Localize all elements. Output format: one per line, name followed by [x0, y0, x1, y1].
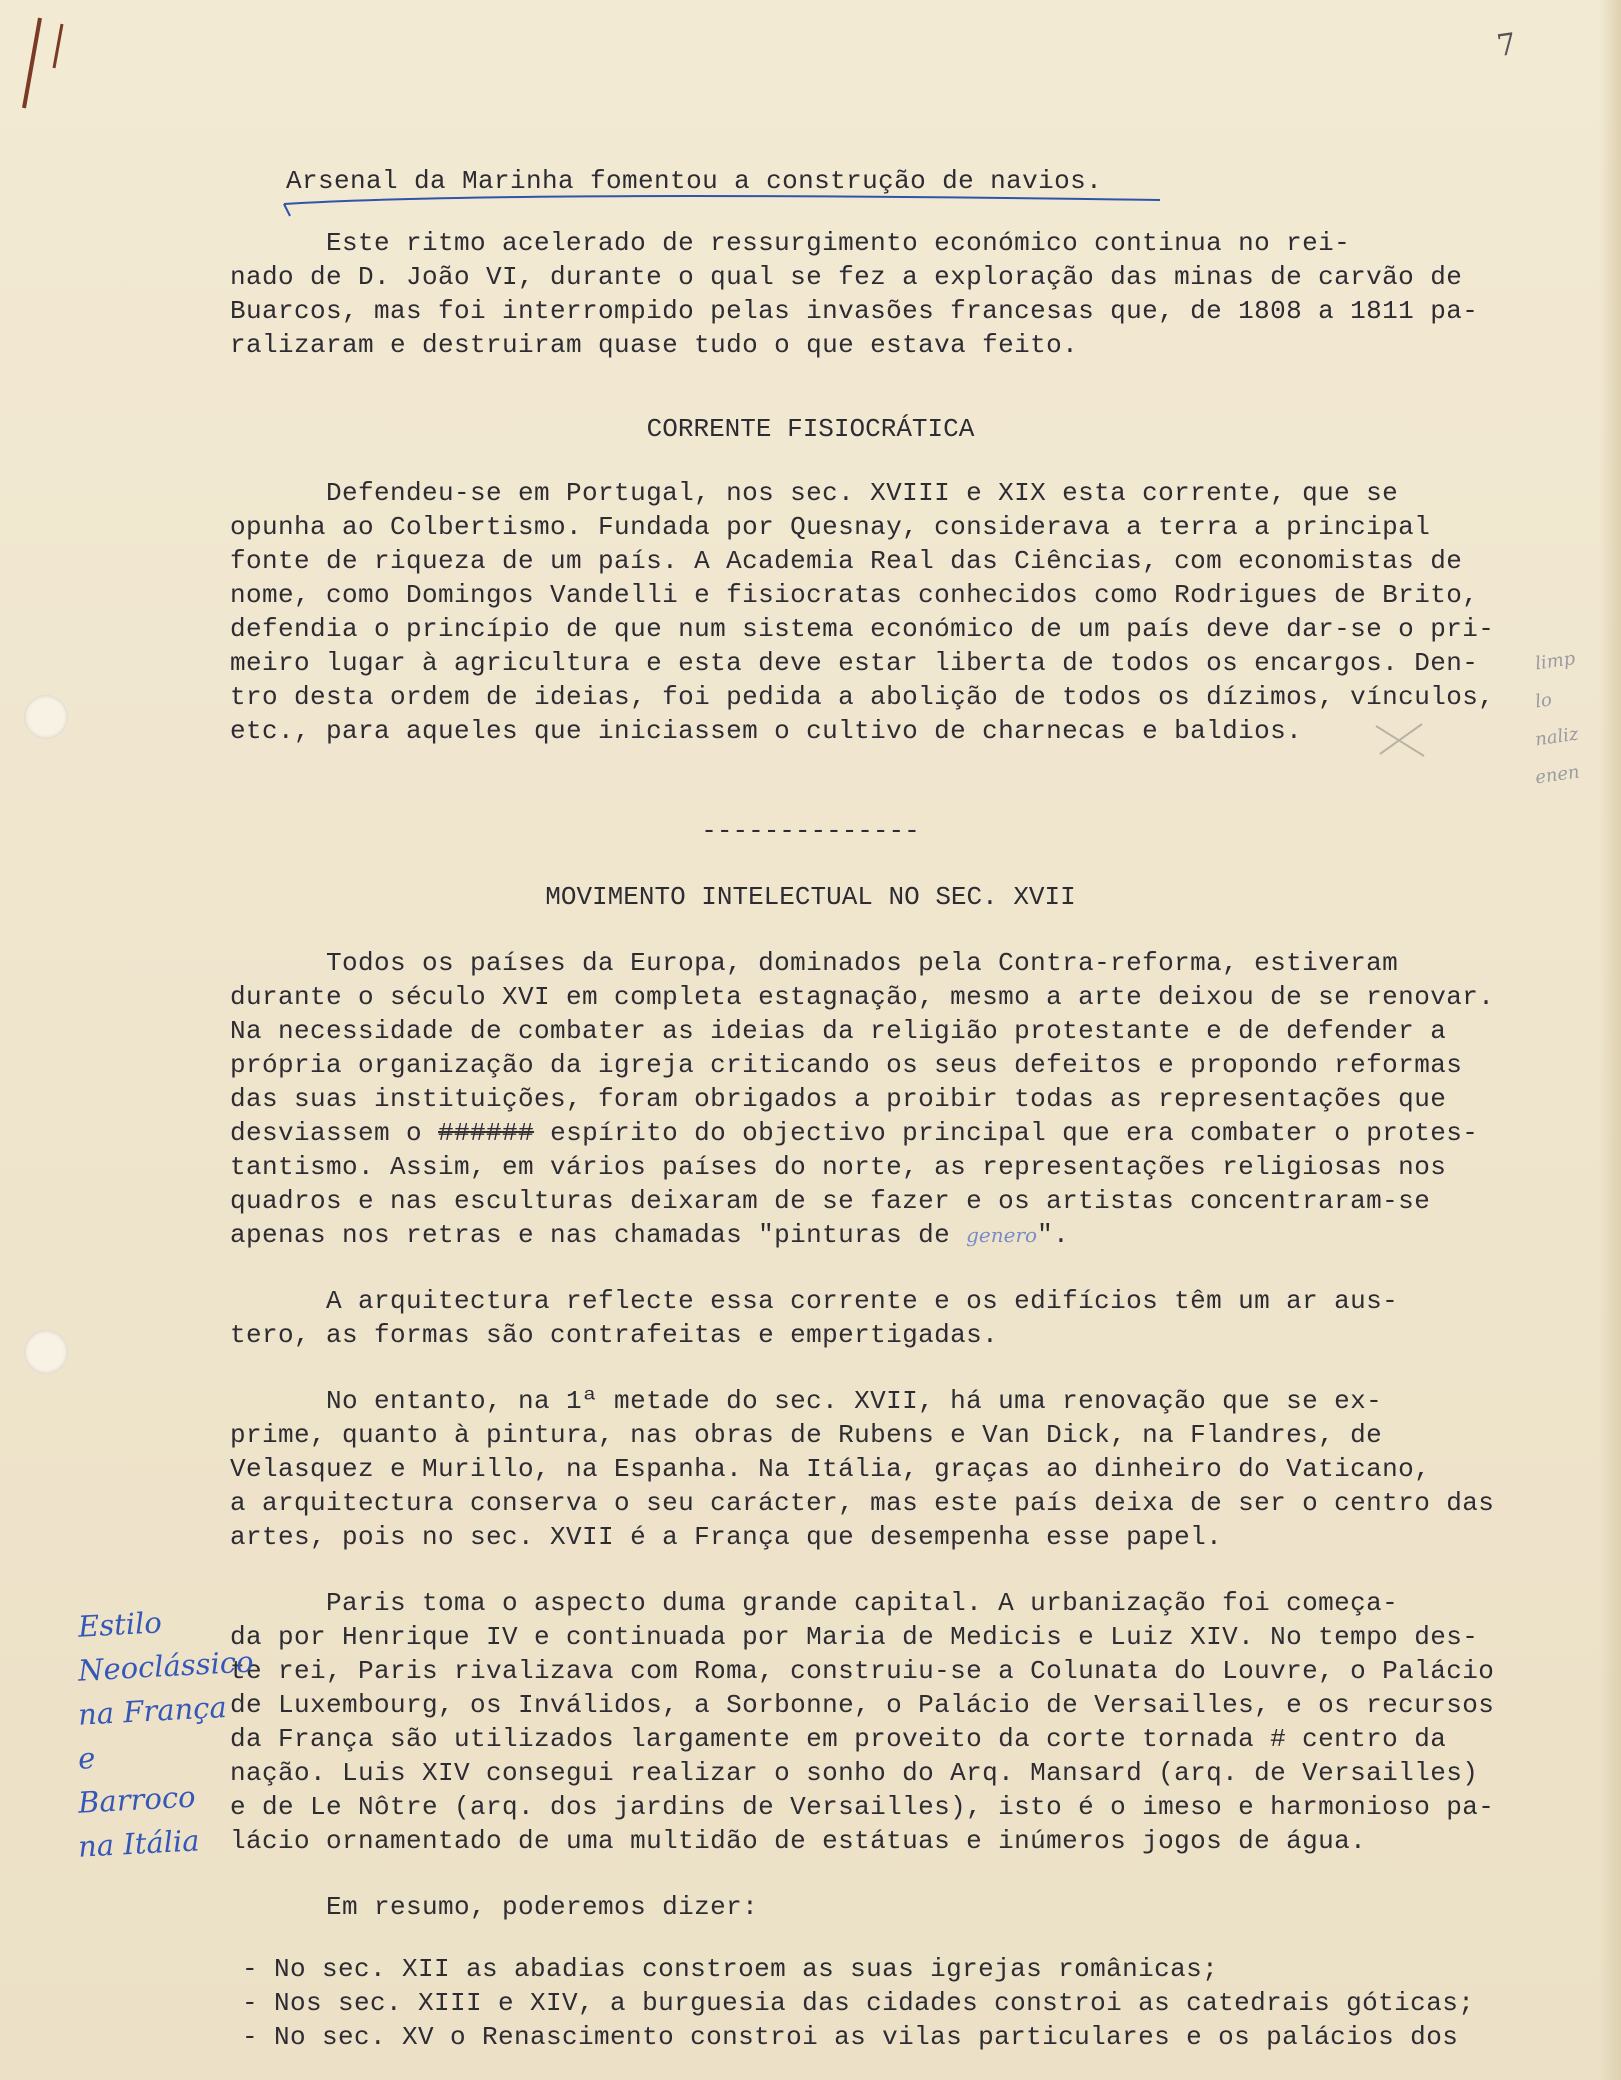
text-line: Na necessidade de combater as ideias da religião protestante e de defender a — [230, 1016, 1447, 1046]
pencil-slash-marks — [6, 10, 96, 120]
text-line: Todos os países da Europa, dominados pela Contra-reforma, estiveram — [230, 948, 1399, 978]
text-line: apenas nos retras e nas chamadas "pinturas de genero". — [230, 1220, 1070, 1250]
punch-hole — [24, 695, 68, 739]
margin-side-note: limp lo naliz enen — [1533, 648, 1581, 789]
text-line: da por Henrique IV e continuada por Maria de Medicis e Luiz XIV. No tempo des- — [230, 1622, 1479, 1652]
text-line: No entanto, na 1ª metade do sec. XVII, há uma renovação que se ex- — [230, 1386, 1383, 1416]
list-item: - No sec. XII as abadias constroem as suas igrejas românicas; — [242, 1954, 1219, 1984]
handwritten-margin-note: Estilo Neoclássico na França e Barroco na Itália — [77, 1605, 255, 1864]
text-line: meiro lugar à agricultura e esta deve estar liberta de todos os encargos. Den- — [230, 648, 1479, 678]
text-line: nado de D. João VI, durante o qual se fez a exploração das minas de carvão de — [230, 262, 1463, 292]
paper-edge — [1599, 0, 1621, 2080]
text-line: prime, quanto à pintura, nas obras de Rubens e Van Dick, na Flandres, de — [230, 1420, 1383, 1450]
summary-intro: Em resumo, poderemos dizer: — [230, 1892, 759, 1922]
list-item: - No sec. XV o Renascimento constroi as vilas particulares e os palácios dos — [242, 2022, 1459, 2052]
text-line: de Luxembourg, os Inválidos, a Sorbonne, o Palácio de Versailles, e os recursos — [230, 1690, 1495, 1720]
text-line: Defendeu-se em Portugal, nos sec. XVIII e XIX esta corrente, que se — [230, 478, 1399, 508]
text-line: desviassem o ###### espírito do objectivo principal que era combater o protes- — [230, 1118, 1479, 1148]
text-line: etc., para aqueles que iniciassem o cultivo de charnecas e baldios. — [230, 716, 1303, 746]
text-line: opunha ao Colbertismo. Fundada por Quesnay, considerava a terra a principal — [230, 512, 1431, 542]
continuation-line: Arsenal da Marinha fomentou a construção de navios. — [286, 166, 1103, 196]
text-line: artes, pois no sec. XVII é a França que desempenha esse papel. — [230, 1522, 1223, 1552]
text-line: das suas instituições, foram obrigados a proibir todas as representações que — [230, 1084, 1447, 1114]
section-heading: MOVIMENTO INTELECTUAL NO SEC. XVII — [545, 882, 1076, 912]
text-line: da França são utilizados largamente em proveito da corte tornada # centro da — [230, 1724, 1447, 1754]
text-line: Velasquez e Murillo, na Espanha. Na Itália, graças ao dinheiro do Vaticano, — [230, 1454, 1431, 1484]
text-line: nação. Luis XIV consegui realizar o sonho do Arq. Mansard (arq. de Versailles) — [230, 1758, 1479, 1788]
section-heading: CORRENTE FISIOCRÁTICA — [646, 414, 975, 444]
text-line: Este ritmo acelerado de ressurgimento económico continua no rei- — [230, 228, 1351, 258]
text-line: ralizaram e destruiram quase tudo o que estava feito. — [230, 330, 1079, 360]
punch-hole — [24, 1330, 68, 1374]
pencil-x-mark — [1370, 720, 1430, 760]
struck-text: ###### — [438, 1118, 535, 1148]
text-line: tero, as formas são contrafeitas e empertigadas. — [230, 1320, 999, 1350]
text-line: te rei, Paris rivalizava com Roma, construiu-se a Colunata do Louvre, o Palácio — [230, 1656, 1495, 1686]
separator: -------------- — [701, 816, 920, 846]
text-line: tro desta ordem de ideias, foi pedida a abolição de todos os dízimos, vínculos, — [230, 682, 1495, 712]
text-line: lácio ornamentado de uma multidão de estátuas e inúmeros jogos de água. — [230, 1826, 1367, 1856]
list-item: - Nos sec. XIII e XIV, a burguesia das cidades constroi as catedrais góticas; — [242, 1988, 1475, 2018]
text-line: defendia o princípio de que num sistema económico de um país deve dar-se o pri- — [230, 614, 1495, 644]
text-line: a arquitectura conserva o seu carácter, mas este país deixa de ser o centro das — [230, 1488, 1495, 1518]
text-line: Buarcos, mas foi interrompido pelas invasões francesas que, de 1808 a 1811 pa- — [230, 296, 1479, 326]
text-line: Paris toma o aspecto duma grande capital. A urbanização foi começa- — [230, 1588, 1399, 1618]
text-line: tantismo. Assim, em vários países do norte, as representações religiosas nos — [230, 1152, 1447, 1182]
text-line: durante o século XVI em completa estagnação, mesmo a arte deixou de se renovar. — [230, 982, 1495, 1012]
page-number: 7 — [1494, 26, 1519, 65]
blue-underline — [282, 190, 1162, 220]
text-line: e de Le Nôtre (arq. dos jardins de Versailles), isto é o imeso e harmonioso pa- — [230, 1792, 1495, 1822]
handwritten-insert: genero — [966, 1223, 1038, 1247]
text-line: própria organização da igreja criticando os seus defeitos e propondo reformas — [230, 1050, 1463, 1080]
text-line: nome, como Domingos Vandelli e fisiocratas conhecidos como Rodrigues de Brito, — [230, 580, 1479, 610]
text-line: quadros e nas esculturas deixaram de se fazer e os artistas concentraram-se — [230, 1186, 1431, 1216]
text-line: A arquitectura reflecte essa corrente e os edifícios têm um ar aus- — [230, 1286, 1399, 1316]
text-line: fonte de riqueza de um país. A Academia Real das Ciências, com economistas de — [230, 546, 1463, 576]
